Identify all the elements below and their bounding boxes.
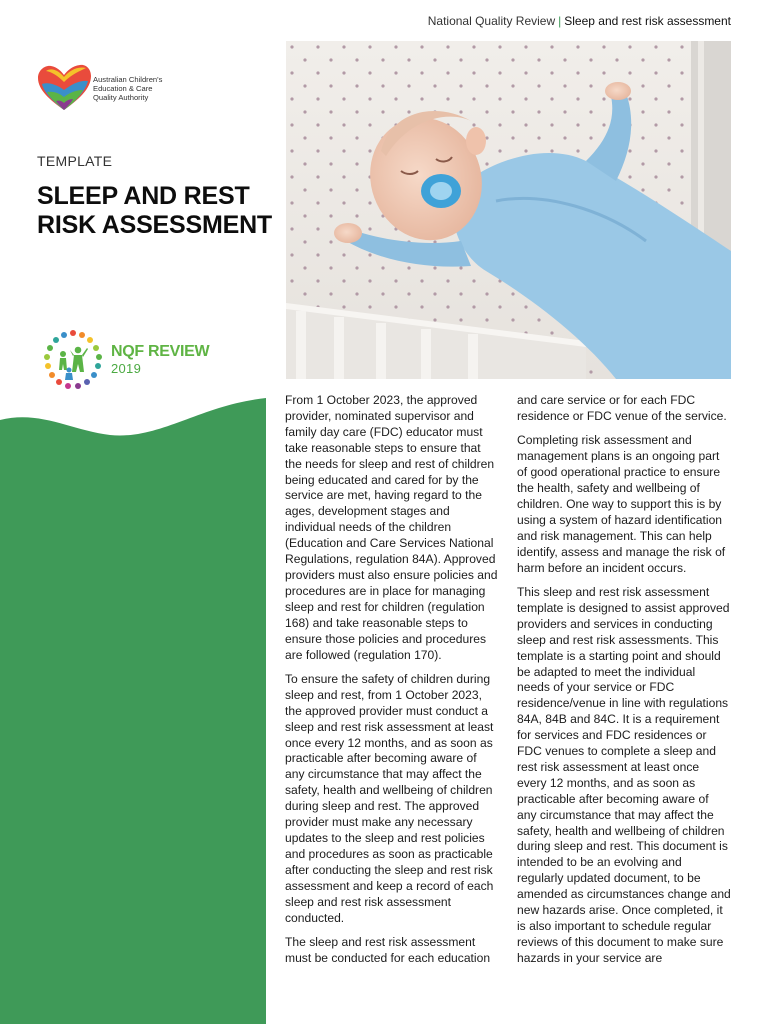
title-line1: SLEEP AND REST	[37, 182, 250, 210]
header-series: National Quality Review	[427, 14, 556, 28]
col1-paragraph: The sleep and rest risk assessment must be conducted for each education	[285, 934, 491, 965]
logo-text	[93, 75, 203, 103]
title-line2: RISK ASSESSMENT	[37, 211, 273, 239]
logo-org-line1: Australian Children's	[93, 75, 163, 84]
sleeping-baby-image	[286, 41, 731, 379]
nqf-review-badge	[40, 328, 210, 392]
logo-org-line3: Quality Authority	[93, 93, 149, 103]
col2-paragraph: and care service or for each FDC residence or FDC venue of the service.	[517, 393, 727, 423]
running-header	[428, 14, 731, 28]
sleeping-baby-photo	[286, 41, 731, 379]
col2-paragraph: Completing risk assessment and management plans is an ongoing part of good operational practice to ensure the health, safety and wellbeing of children. One way to support this is by using a system of hazard identification and risk management. This can help identify, assess and manage the risk of harm before an incident occurs.	[517, 433, 726, 575]
body-column-2	[517, 393, 731, 975]
col1-paragraph: From 1 October 2023, the approved provider, nominated supervisor and family day care (FDC) educator must take reasonable steps to ensure that the needs for sleep and rest of children being educated and cared for by the service are met, having regard to the ages, development stages and individual needs of the children (Education and Care Services National Regulations, regulation 84A). Approved providers must also ensure policies and procedures are in place for managing sleep and rest for children (regulation 168) and take reasonable steps to ensure those policies and procedures are followed (regulation 170).	[285, 393, 498, 662]
body-column-1	[285, 393, 499, 975]
col1-paragraph: To ensure the safety of children during sleep and rest, from 1 October 2023, the approved provider must conduct a sleep and rest risk assessment at least once every 12 months, and as soon as practicable after becoming aware of any circumstance that may affect the safety, health and wellbeing of children during sleep and rest. The approved provider must make any necessary updates to the sleep and rest policies and procedures as soon as practicable after conducting the sleep and rest risk assessment and keep a record of each sleep and rest risk assessment conducted.	[285, 671, 494, 925]
nqf-circle-icon	[40, 328, 106, 392]
header-separator: |	[558, 14, 562, 28]
acecqa-logo	[36, 62, 206, 114]
template-label: TEMPLATE	[37, 153, 113, 169]
header-doc-title: Sleep and rest risk assessment	[564, 14, 731, 28]
green-wave-panel	[0, 390, 266, 1024]
logo-org-line2: Education & Care	[93, 84, 153, 94]
heart-logo-icon	[36, 62, 92, 114]
page-title	[37, 182, 277, 240]
nqf-title: NQF REVIEW	[111, 343, 210, 360]
nqf-year: 2019	[111, 361, 142, 376]
col2-paragraph: This sleep and rest risk assessment template is designed to assist approved providers and services in conducting sleep and rest risk assessments. This template is a starting point and should be adapted to meet the individual needs of your service or FDC residence/venue in line with regulations 84A, 84B and 84C. It is a requirement for services and FDC residences or FDC venues to complete a sleep and rest risk assessment at least once every 12 months, and as soon as practicable after becoming aware of any circumstance that may affect the safety, health and wellbeing of children during sleep and rest. This document is intended to be an evolving and regularly updated document, to be amended as circumstances change and new hazards arise. Once completed, it is also important to schedule regular reviews of this document to make sure hazards in your service are	[517, 584, 731, 965]
